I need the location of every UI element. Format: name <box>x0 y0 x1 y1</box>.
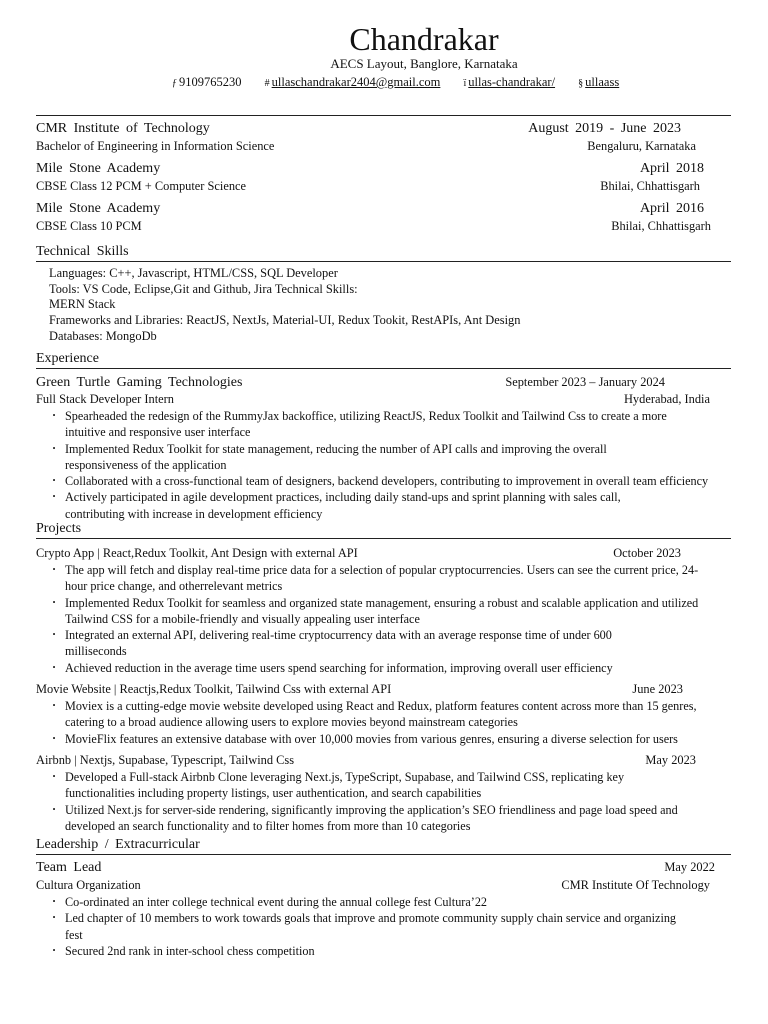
education-degree: Bachelor of Engineering in Information Science <box>36 139 275 153</box>
list-item: · The app will fetch and display real-time price data for a selection of popular cryptocurrencies. Users can see the current price, 24- hour price change, and otherrelevant metrics <box>52 562 728 595</box>
experience-location: Hyderabad, India <box>623 392 710 406</box>
education-location: Bhilai, Chhattisgarh <box>611 219 711 233</box>
education-degree: CBSE Class 12 PCM + Computer Science <box>36 179 247 193</box>
experience-heading: Experience <box>36 351 99 366</box>
leadership-bullets <box>52 894 728 959</box>
email-link[interactable]: ullaschandrakar2404@gmail.com <box>271 75 441 89</box>
leadership-heading: Leadership / Extracurricular <box>36 837 200 852</box>
leadership-date: May 2022 <box>664 860 715 874</box>
list-item: · Moviex is a cutting-edge movie website developed using React and Redux, platform features content across more than 15 genres, catering to a broad audience allowing users to explore movies beyond mainstream categories <box>52 698 728 731</box>
skills-heading: Technical Skills <box>36 244 129 259</box>
project-bullets <box>52 769 728 834</box>
education-date: April 2016 <box>639 201 704 216</box>
phone-icon: ƒ <box>172 78 177 89</box>
list-item: · MovieFlix features an extensive database with over 10,000 movies from various genres, ensuring a diverse selection for users <box>52 731 728 747</box>
experience-bullets <box>52 408 728 522</box>
project-bullets <box>52 562 728 676</box>
project-bullets <box>52 698 728 747</box>
divider <box>36 538 731 539</box>
linkedin-link[interactable]: ullas-chandrakar/ <box>468 75 556 89</box>
divider <box>36 368 731 369</box>
education-school: Mile Stone Academy <box>36 201 161 216</box>
skills-frameworks: Frameworks and Libraries: ReactJS, NextJs, Material-UI, Redux Tookit, RestAPIs, Ant Design <box>49 313 521 327</box>
divider <box>36 261 731 262</box>
email-icon: # <box>264 78 270 89</box>
github-contact[interactable] <box>578 75 629 89</box>
list-item: · Secured 2nd rank in inter-school chess competition <box>52 943 728 959</box>
project-title: Airbnb | Nextjs, Supabase, Typescript, Tailwind Css <box>36 753 295 767</box>
phone-number: 9109765230 <box>179 75 242 89</box>
project-title: Crypto App | React,Redux Toolkit, Ant Design with external API <box>36 546 358 560</box>
list-item: · Led chapter of 10 members to work towards goals that improve and promote community supply chain service and organizing fest <box>52 910 728 943</box>
list-item: · Collaborated with a cross-functional team of designers, backend developers, contributing to improvement in overall team efficiency <box>52 473 728 489</box>
education-school: CMR Institute of Technology <box>36 121 210 136</box>
list-item: · Utilized Next.js for server-side rendering, significantly improving the application’s SEO friendliness and page load speed and developed an search functionality and to filter homes from more than 10 categories <box>52 802 728 835</box>
leadership-role: Team Lead <box>36 860 102 875</box>
linkedin-contact[interactable] <box>464 75 566 89</box>
skills-languages: Languages: C++, Javascript, HTML/CSS, SQL Developer <box>49 266 338 280</box>
resume-name: Chandrakar <box>349 21 499 57</box>
divider <box>36 854 731 855</box>
address: AECS Layout, Banglore, Karnataka <box>330 56 518 71</box>
education-location: Bhilai, Chhattisgarh <box>600 179 700 193</box>
education-date: August 2019 - June 2023 <box>528 121 681 136</box>
experience-date: September 2023 – January 2024 <box>505 375 665 389</box>
list-item: · Actively participated in agile development practices, including daily stand-ups and sprint planning with sales call, contributing with increase in development efficiency <box>52 489 728 522</box>
list-item: · Achieved reduction in the average time users spend searching for information, improving overall user efficiency <box>52 660 728 676</box>
project-title: Movie Website | Reactjs,Redux Toolkit, Tailwind Css with external API <box>36 682 392 696</box>
project-date: October 2023 <box>613 546 681 560</box>
experience-company: Green Turtle Gaming Technologies <box>36 375 243 390</box>
education-date: April 2018 <box>639 161 704 176</box>
contact-line <box>172 74 639 92</box>
list-item: · Developed a Full-stack Airbnb Clone leveraging Next.js, TypeScript, Supabase, and Tailwind CSS, replicating key functionalities including property listings, user authentication, and search capabilities <box>52 769 728 802</box>
skills-tools: Tools: VS Code, Eclipse,Git and Github, Jira Technical Skills: <box>49 282 358 296</box>
skills-databases: Databases: MongoDb <box>49 329 157 343</box>
list-item: · Implemented Redux Toolkit for seamless and organized state management, ensuring a robust and scalable application and utilized Tailwind CSS for a mobile-friendly and visually appealing user interface <box>52 595 728 628</box>
github-link[interactable]: ullaass <box>585 75 620 89</box>
list-item: · Integrated an external API, delivering real-time cryptocurrency data with an average response time of under 600 milliseconds <box>52 627 728 660</box>
education-location: Bengaluru, Karnataka <box>587 139 696 153</box>
list-item: · Implemented Redux Toolkit for state management, reducing the number of API calls and improving the overall responsiveness of the application <box>52 441 728 474</box>
list-item: · Co-ordinated an inter college technical event during the annual college fest Cultura’22 <box>52 894 728 910</box>
experience-role: Full Stack Developer Intern <box>36 392 174 406</box>
skills-stack: MERN Stack <box>49 297 116 311</box>
projects-heading: Projects <box>36 521 82 536</box>
github-icon: § <box>578 78 584 89</box>
education-school: Mile Stone Academy <box>36 161 161 176</box>
list-item: · Spearheaded the redesign of the RummyJax backoffice, utilizing ReactJS, Redux Toolkit and Tailwind Css to create a more intuitive and responsive user interface <box>52 408 728 441</box>
divider <box>36 115 731 116</box>
project-date: June 2023 <box>632 682 683 696</box>
leadership-org: Cultura Organization <box>36 878 141 892</box>
project-date: May 2023 <box>645 753 696 767</box>
phone-contact <box>172 75 252 89</box>
leadership-location: CMR Institute Of Technology <box>561 878 710 892</box>
education-degree: CBSE Class 10 PCM <box>36 219 142 233</box>
linkedin-icon: ï <box>463 78 467 89</box>
email-contact[interactable] <box>265 75 451 89</box>
